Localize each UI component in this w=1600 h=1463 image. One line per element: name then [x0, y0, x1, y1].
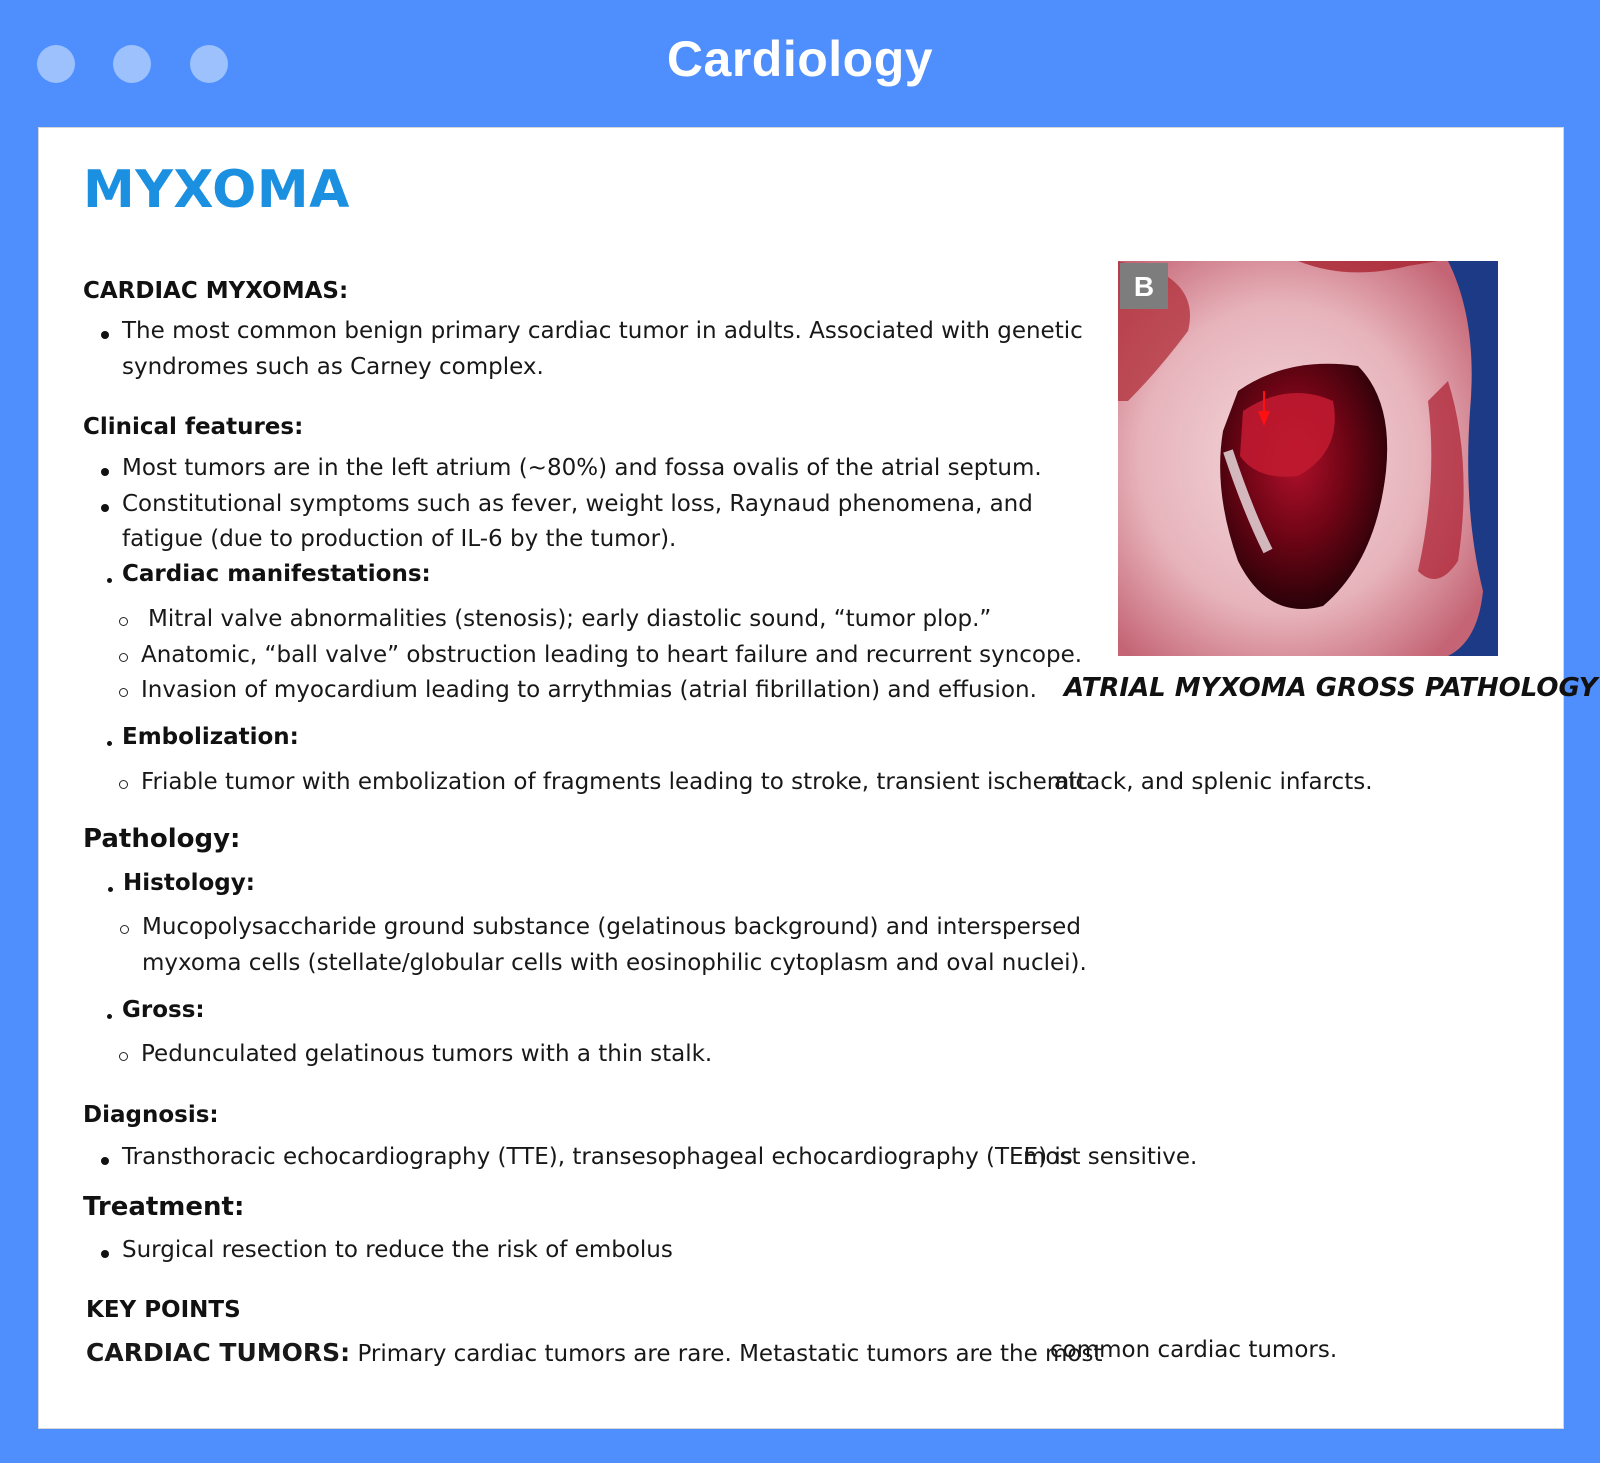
circle-bullet-icon: [119, 617, 128, 626]
figure-panel-letter: B: [1133, 271, 1155, 302]
key-points-heading: KEY POINTS: [86, 1297, 241, 1323]
sub-bullet-text: Invasion of myocardium leading to arrythmias (atrial fibrillation) and effusion.: [141, 677, 1037, 703]
bullet-icon: [101, 468, 109, 476]
content-panel: [38, 127, 1598, 1429]
bullet-text: Transthoracic echocardiography (TTE), transesophageal echocardiography (TEE) is: [122, 1144, 1073, 1170]
page-title: MYXOMA: [83, 160, 350, 220]
circle-bullet-icon: [120, 925, 129, 934]
bullet-icon: [101, 504, 109, 512]
circle-bullet-icon: [119, 780, 128, 789]
bullet-text-continued: most sensitive.: [1023, 1144, 1198, 1170]
bullet-text: The most common benign primary cardiac tumor in adults. Associated with genetic: [122, 318, 1083, 344]
subheading-embolization: Embolization:: [122, 724, 299, 750]
subheading-cardiac-manifestations: Cardiac manifestations:: [122, 561, 431, 587]
bullet-text-continued: fatigue (due to production of IL-6 by the tumor).: [122, 526, 677, 552]
small-bullet-icon: [107, 1014, 112, 1019]
bullet-text-continued: syndromes such as Carney complex.: [122, 354, 544, 380]
section-heading-cardiac-myxomas: CARDIAC MYXOMAS:: [83, 278, 349, 304]
key-points-label: CARDIAC TUMORS:: [86, 1338, 351, 1367]
sub-bullet-text-continued: myxoma cells (stellate/globular cells with eosinophilic cytoplasm and oval nuclei).: [142, 950, 1087, 976]
sub-bullet-text: Friable tumor with embolization of fragments leading to stroke, transient ischemic: [141, 769, 1089, 795]
bullet-text: Constitutional symptoms such as fever, weight loss, Raynaud phenomena, and: [122, 491, 1033, 517]
sub-bullet-text-continued: attack, and splenic infarcts.: [1054, 769, 1373, 795]
bullet-icon: [101, 1250, 109, 1258]
bullet-icon: [101, 331, 109, 339]
bullet-text: Most tumors are in the left atrium (~80%) and fossa ovalis of the atrial septum.: [122, 455, 1042, 481]
key-points-body: Primary cardiac tumors are rare. Metastatic tumors are the most: [357, 1341, 1103, 1367]
bullet-text: Surgical resection to reduce the risk of embolus: [122, 1237, 673, 1263]
subheading-histology: Histology:: [123, 870, 255, 896]
circle-bullet-icon: [119, 1052, 128, 1061]
circle-bullet-icon: [119, 688, 128, 697]
section-heading-diagnosis: Diagnosis:: [83, 1102, 219, 1128]
small-bullet-icon: [107, 578, 112, 583]
section-heading-clinical-features: Clinical features:: [83, 414, 304, 440]
small-bullet-icon: [108, 887, 113, 892]
window-title: Cardiology: [666, 31, 934, 87]
section-heading-treatment: Treatment:: [83, 1192, 245, 1222]
sub-bullet-text: Mitral valve abnormalities (stenosis); early diastolic sound, “tumor plop.”: [148, 606, 992, 632]
section-heading-pathology: Pathology:: [83, 824, 241, 854]
small-bullet-icon: [107, 741, 112, 746]
circle-bullet-icon: [119, 653, 128, 662]
bullet-icon: [101, 1157, 109, 1165]
sub-bullet-text: Mucopolysaccharide ground substance (gelatinous background) and interspersed: [142, 914, 1081, 940]
figure-caption: ATRIAL MYXOMA GROSS PATHOLOGY: [1064, 673, 1598, 703]
subheading-gross: Gross:: [122, 997, 205, 1023]
key-points-text: [86, 1338, 1103, 1367]
gross-pathology-image: [1118, 261, 1498, 656]
key-points-text-continued: common cardiac tumors.: [1050, 1337, 1338, 1363]
sub-bullet-text: Anatomic, “ball valve” obstruction leading to heart failure and recurrent syncope.: [141, 642, 1083, 668]
sub-bullet-text: Pedunculated gelatinous tumors with a thin stalk.: [141, 1041, 713, 1067]
